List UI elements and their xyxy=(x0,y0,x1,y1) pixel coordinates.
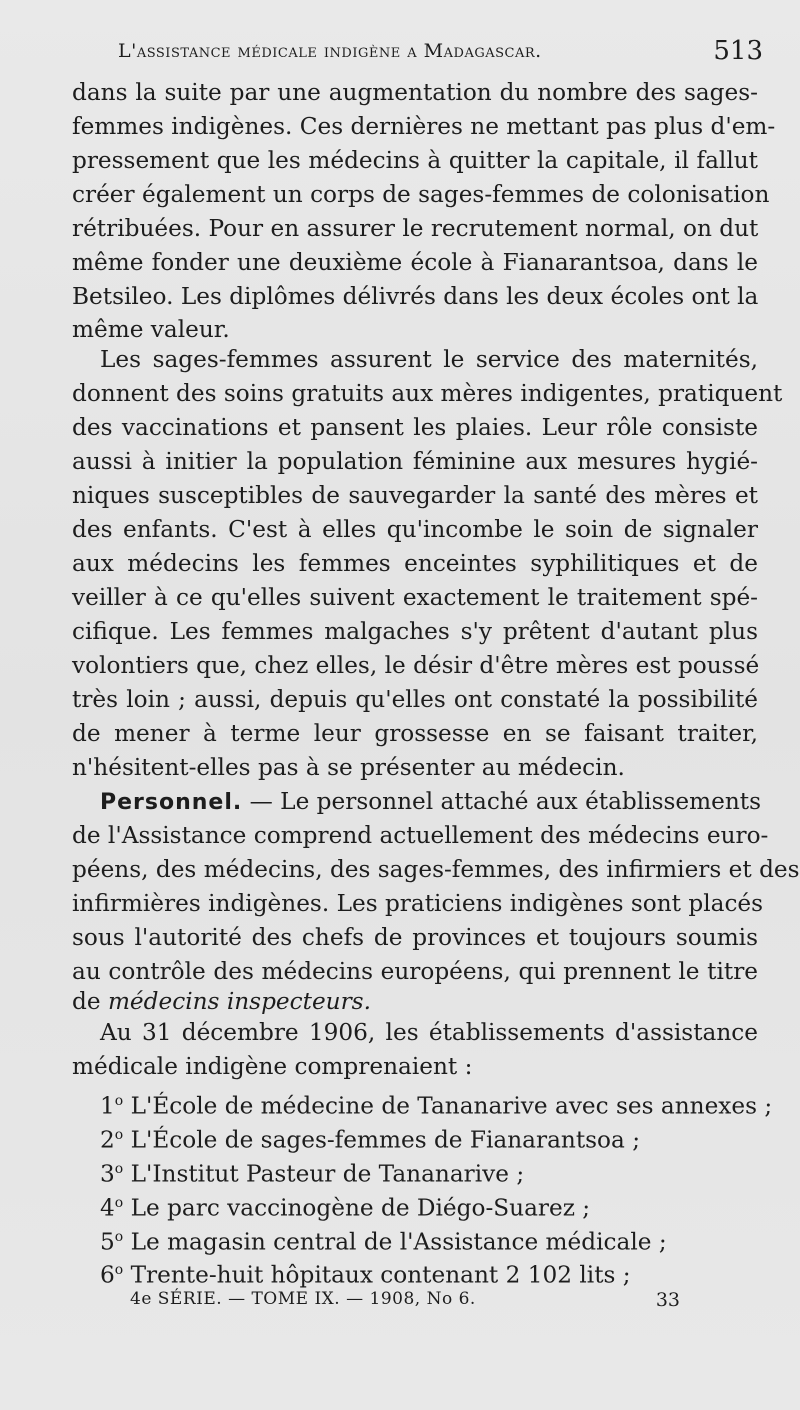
ordinal-mark: o xyxy=(114,1195,124,1211)
text-line: veiller à ce qu'elles suivent exactement le traitement spé- xyxy=(72,584,758,611)
text-line: niques susceptibles de sauvegarder la santé des mères et xyxy=(72,482,758,509)
text-line: même valeur. xyxy=(72,316,230,343)
list-text: L'Institut Pasteur de Tananarive ; xyxy=(123,1160,525,1188)
text-line: pressement que les médecins à quitter la capitale, il fallut xyxy=(72,147,758,174)
text-line: péens, des médecins, des sages-femmes, des infirmiers et des xyxy=(72,856,800,883)
text-line: aussi à initier la population féminine aux mesures hygié- xyxy=(72,448,758,475)
text-line: cifique. Les femmes malgaches s'y prêtent d'autant plus xyxy=(72,618,758,645)
text-run: de xyxy=(72,988,108,1015)
ordinal-mark: o xyxy=(114,1161,124,1177)
text-run: — Le personnel attaché aux établissements xyxy=(249,788,761,815)
list-text: L'École de médecine de Tananarive avec ses annexes ; xyxy=(123,1092,773,1120)
text-line: femmes indigènes. Ces dernières ne mettant pas plus d'em- xyxy=(72,113,776,140)
list-number: 6 xyxy=(100,1261,115,1289)
text-line xyxy=(72,785,761,820)
list-number: 5 xyxy=(100,1228,115,1256)
list-text: Le magasin central de l'Assistance médicale ; xyxy=(123,1228,667,1256)
text-line: rétribuées. Pour en assurer le recrutement normal, on dut xyxy=(72,215,759,242)
italic-term: médecins inspecteurs. xyxy=(107,988,371,1015)
text-line: médicale indigène comprenaient : xyxy=(72,1053,473,1080)
page-number: 513 xyxy=(713,36,763,66)
list-number: 2 xyxy=(100,1126,115,1154)
text-line: volontiers que, chez elles, le désir d'être mères est poussé xyxy=(72,652,760,679)
text-line: très loin ; aussi, depuis qu'elles ont constaté la possibilité xyxy=(72,686,758,713)
signature-mark: 33 xyxy=(655,1289,680,1311)
list-number: 3 xyxy=(100,1160,115,1188)
text-line: même fonder une deuxième école à Fianarantsoa, dans le xyxy=(72,249,758,276)
text-line: de l'Assistance comprend actuellement des médecins euro- xyxy=(72,822,769,849)
text-line: des enfants. C'est à elles qu'incombe le soin de signaler xyxy=(72,516,758,543)
text-line: Les sages-femmes assurent le service des maternités, xyxy=(100,346,758,373)
running-head: L'assistance médicale indigène a Madagascar. xyxy=(118,40,542,62)
list-number: 4 xyxy=(100,1194,115,1222)
ordinal-mark: o xyxy=(114,1229,124,1245)
text-line: sous l'autorité des chefs de provinces et toujours soumis xyxy=(72,924,758,951)
list-text: Trente-huit hôpitaux contenant 2 102 lits ; xyxy=(123,1261,631,1289)
text-line: de mener à terme leur grossesse en se faisant traiter, xyxy=(72,720,758,747)
page-footer xyxy=(130,1289,680,1319)
text-line: n'hésitent-elles pas à se présenter au médecin. xyxy=(72,754,625,781)
ordinal-mark: o xyxy=(114,1262,124,1278)
text-line: au contrôle des médecins européens, qui prennent le titre xyxy=(72,958,758,985)
list-number: 1 xyxy=(100,1092,115,1120)
text-line xyxy=(72,985,758,1019)
page-header xyxy=(118,36,763,70)
ordinal-mark: o xyxy=(114,1127,124,1143)
text-line: des vaccinations et pansent les plaies. Leur rôle consiste xyxy=(72,414,758,441)
text-line: dans la suite par une augmentation du nombre des sages- xyxy=(72,79,758,106)
section-heading: Personnel. xyxy=(100,790,243,815)
list-item xyxy=(100,1253,762,1293)
text-line: Betsileo. Les diplômes délivrés dans les deux écoles ont la xyxy=(72,283,759,310)
text-line: aux médecins les femmes enceintes syphilitiques et de xyxy=(72,550,758,577)
series-line: 4e SÉRIE. — TOME IX. — 1908, No 6. xyxy=(130,1289,476,1309)
ordinal-mark: o xyxy=(114,1093,124,1109)
text-line: donnent des soins gratuits aux mères indigentes, pratiquent xyxy=(72,380,783,407)
text-line: Au 31 décembre 1906, les établissements d'assistance xyxy=(100,1019,758,1046)
text-line: créer également un corps de sages-femmes de colonisation xyxy=(72,181,770,208)
list-text: L'École de sages-femmes de Fianarantsoa ; xyxy=(123,1126,641,1154)
list-text: Le parc vaccinogène de Diégo-Suarez ; xyxy=(123,1194,591,1222)
text-line: infirmières indigènes. Les praticiens indigènes sont placés xyxy=(72,890,764,917)
